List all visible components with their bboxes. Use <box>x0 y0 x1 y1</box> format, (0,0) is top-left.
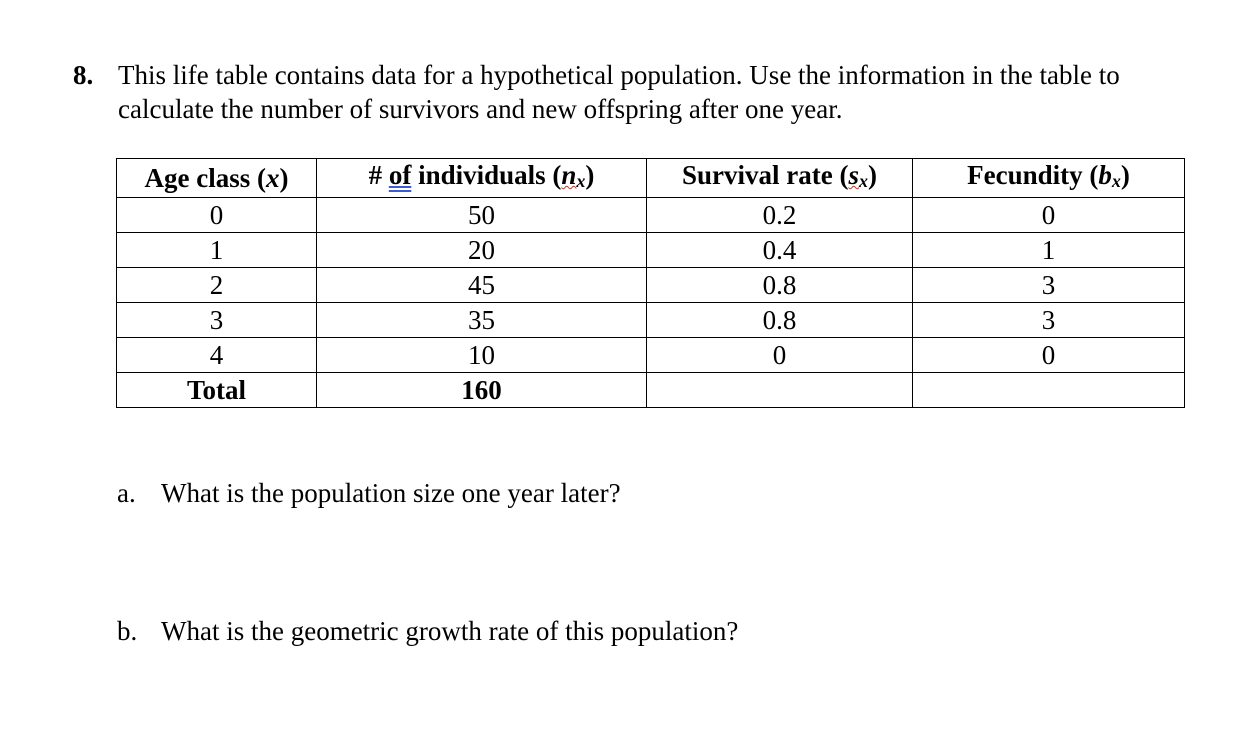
cell-survival: 0.2 <box>647 198 913 233</box>
header-age-class: Age class (x) <box>117 159 317 198</box>
cell-age: 2 <box>117 268 317 303</box>
cell-survival: 0.4 <box>647 233 913 268</box>
cell-age: 4 <box>117 338 317 373</box>
cell-individuals: 20 <box>317 233 647 268</box>
question-number: 8. <box>73 60 94 90</box>
life-table <box>116 158 1185 408</box>
total-individuals: 160 <box>317 373 647 408</box>
question-text: This life table contains data for a hypothetical population. Use the information in the table to calculate the number of survivors and new offspring after one year. <box>118 60 1120 124</box>
table-row <box>117 233 1185 268</box>
total-survival <box>647 373 913 408</box>
subquestion-b-text: What is the geometric growth rate of this population? <box>161 616 739 646</box>
table-row <box>117 268 1185 303</box>
question-8 <box>73 58 1193 126</box>
cell-age: 3 <box>117 303 317 338</box>
cell-fecundity: 3 <box>913 303 1185 338</box>
cell-fecundity: 3 <box>913 268 1185 303</box>
subquestion-b-letter: b. <box>117 616 138 646</box>
cell-fecundity: 0 <box>913 198 1185 233</box>
table-row <box>117 303 1185 338</box>
total-label: Total <box>117 373 317 408</box>
cell-individuals: 45 <box>317 268 647 303</box>
table-row <box>117 338 1185 373</box>
table-total-row <box>117 373 1185 408</box>
subquestion-a-letter: a. <box>117 478 136 508</box>
table-header-row <box>117 159 1185 198</box>
cell-individuals: 35 <box>317 303 647 338</box>
cell-individuals: 50 <box>317 198 647 233</box>
cell-age: 1 <box>117 233 317 268</box>
subquestion-a <box>117 476 621 510</box>
cell-age: 0 <box>117 198 317 233</box>
table-row <box>117 198 1185 233</box>
cell-survival: 0.8 <box>647 268 913 303</box>
total-fecundity <box>913 373 1185 408</box>
subquestion-a-text: What is the population size one year later? <box>161 478 621 508</box>
cell-fecundity: 1 <box>913 233 1185 268</box>
header-survival-rate: Survival rate (sx) <box>647 159 913 198</box>
subquestion-b <box>117 614 738 648</box>
cell-survival: 0 <box>647 338 913 373</box>
header-fecundity: Fecundity (bx) <box>913 159 1185 198</box>
cell-survival: 0.8 <box>647 303 913 338</box>
cell-fecundity: 0 <box>913 338 1185 373</box>
cell-individuals: 10 <box>317 338 647 373</box>
header-individuals: # of individuals (nx) <box>317 159 647 198</box>
